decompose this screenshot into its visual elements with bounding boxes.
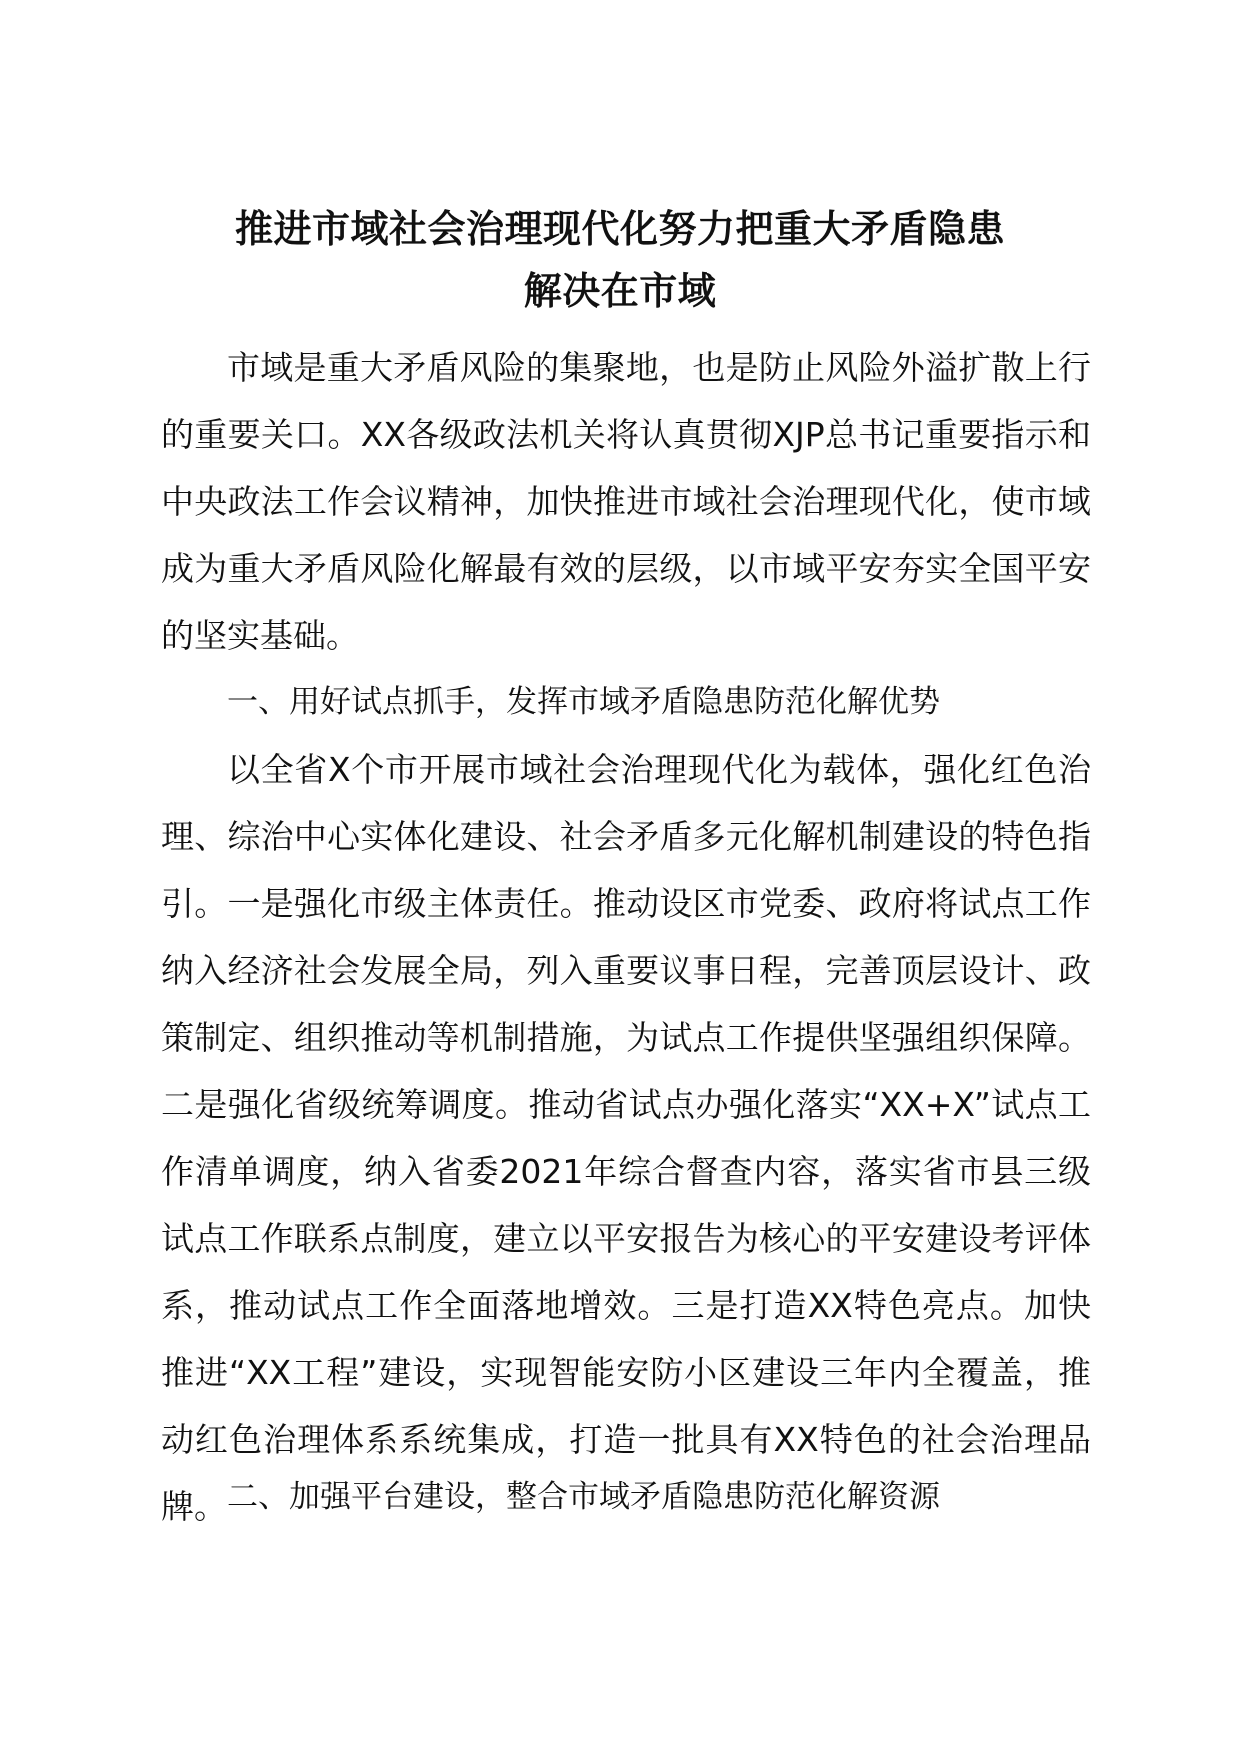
section-1-paragraph: 以全省X个市开展市域社会治理现代化为载体，强化红色治理、综治中心实体化建设、社会矛盾多元化解机制建设的特色指引。一是强化市级主体责任。推动设区市党委、政府将试点工作纳入经济社会发展全局，列入重要议事日程，完善顶层设计、政策制定、组织推动等机制措施，为试点工作提供坚强组织保障。二是强化省级统筹调度。推动省试点办强化落实“XX+X”试点工作清单调度，纳入省委2021年综合督查内容，落实省市县三级试点工作联系点制度，建立以平安报告为核心的平安建设考评体系，推动试点工作全面落地增效。三是打造XX特色亮点。加快推进“XX工程”建设，实现智能安防小区建设三年内全覆盖，推动红色治理体系系统集成，打造一批具有XX特色的社会治理品牌。 xyxy=(161,750,1091,1526)
document-body xyxy=(161,334,1091,1540)
section-2-heading: 二、加强平台建设，整合市域矛盾隐患防范化解资源 xyxy=(227,1479,940,1515)
title-line-2: 解决在市域 xyxy=(523,269,717,313)
intro-paragraph: 市域是重大矛盾风险的集聚地，也是防止风险外溢扩散上行的重要关口。XX各级政法机关将认真贯彻XJP总书记重要指示和中央政法工作会议精神，加快推进市域社会治理现代化，使市域成为重大矛盾风险化解最有效的层级，以市域平安夯实全国平安的坚实基础。 xyxy=(161,348,1091,655)
title-line-1: 推进市域社会治理现代化努力把重大矛盾隐患 xyxy=(234,207,1005,251)
section-1-heading: 一、用好试点抓手，发挥市域矛盾隐患防范化解优势 xyxy=(227,684,940,720)
document-title xyxy=(140,198,1100,322)
